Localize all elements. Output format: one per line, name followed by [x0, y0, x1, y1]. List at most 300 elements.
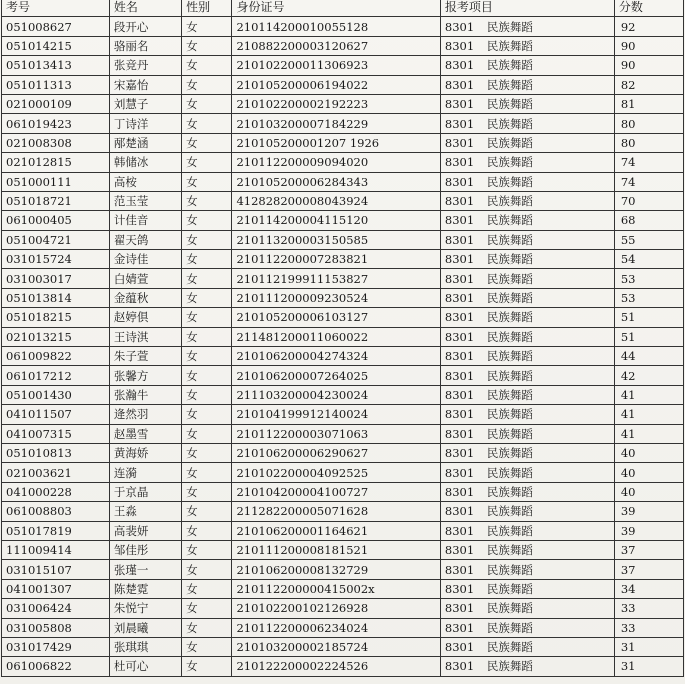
score-cell: 39 [614, 521, 683, 540]
exam-no-cell: 041001307 [2, 579, 110, 598]
name-cell: 韩储冰 [109, 153, 181, 172]
exam-no-cell: 061006822 [2, 657, 110, 676]
table-row [2, 133, 684, 152]
project-code: 8301 [444, 446, 475, 461]
table-row [2, 250, 684, 269]
table-row [2, 463, 684, 482]
table-row [2, 172, 684, 191]
project-name: 民族舞蹈 [486, 135, 533, 150]
project-name: 民族舞蹈 [486, 213, 533, 228]
name-cell: 金蕴秋 [109, 288, 181, 307]
table-row [2, 347, 684, 366]
table-row [2, 191, 684, 210]
project-name: 民族舞蹈 [486, 38, 533, 53]
id-card-cell: 210103200007184229 [232, 114, 440, 133]
header-project: 报考项目 [440, 0, 614, 17]
gender-cell: 女 [182, 114, 232, 133]
name-cell: 于京晶 [109, 482, 181, 501]
score-cell: 68 [614, 211, 683, 230]
table-row [2, 94, 684, 113]
score-cell: 39 [614, 502, 683, 521]
id-card-cell: 210105200001207 1926 [232, 133, 440, 152]
name-cell: 朱子萱 [109, 347, 181, 366]
project-name: 民族舞蹈 [486, 271, 533, 286]
gender-cell: 女 [182, 269, 232, 288]
id-card-cell: 210102200011306923 [232, 56, 440, 75]
id-card-cell: 210111200009230524 [232, 288, 440, 307]
header-exam-no: 考号 [2, 0, 110, 17]
name-cell: 刘慧子 [109, 94, 181, 113]
table-row [2, 637, 684, 656]
project-cell [440, 482, 614, 501]
name-cell: 张竞丹 [109, 56, 181, 75]
project-code: 8301 [444, 388, 475, 402]
exam-no-cell: 041007315 [2, 424, 110, 443]
project-name: 民族舞蹈 [486, 581, 533, 596]
name-cell: 陈楚霓 [109, 579, 181, 598]
id-card-cell: 210104200004100727 [232, 482, 440, 501]
project-code: 8301 [444, 640, 475, 655]
project-cell [440, 405, 614, 424]
gender-cell: 女 [182, 618, 232, 637]
id-card-cell: 210114200010055128 [232, 17, 440, 36]
project-cell [440, 211, 614, 230]
gender-cell: 女 [182, 366, 232, 385]
table-row [2, 443, 684, 462]
name-cell: 丁诗洋 [109, 114, 181, 133]
table-row [2, 502, 684, 521]
score-cell: 31 [614, 657, 683, 676]
project-code: 8301 [444, 19, 475, 34]
project-name: 民族舞蹈 [486, 465, 533, 480]
project-cell [440, 133, 614, 152]
project-name: 民族舞蹈 [486, 504, 533, 519]
gender-cell: 女 [182, 56, 232, 75]
project-name: 民族舞蹈 [486, 543, 533, 558]
id-card-cell: 210112200006234024 [232, 618, 440, 637]
project-name: 民族舞蹈 [486, 194, 533, 209]
name-cell: 赵婷倶 [109, 308, 181, 327]
name-cell: 朱悦宁 [109, 599, 181, 618]
project-code: 8301 [444, 155, 475, 170]
exam-no-cell: 041000228 [2, 482, 110, 501]
table-row [2, 153, 684, 172]
project-cell [440, 56, 614, 75]
name-cell: 连漪 [109, 463, 181, 482]
gender-cell: 女 [182, 657, 232, 676]
exam-no-cell: 061000405 [2, 211, 110, 230]
name-cell: 王诗淇 [109, 327, 181, 346]
exam-no-cell: 051010813 [2, 443, 110, 462]
score-cell: 54 [614, 250, 683, 269]
id-card-cell: 210105200006103127 [232, 308, 440, 327]
exam-no-cell: 031015724 [2, 250, 110, 269]
table-row [2, 405, 684, 424]
gender-cell: 女 [182, 250, 232, 269]
id-card-cell: 210106200008132729 [232, 560, 440, 579]
table-row [2, 114, 684, 133]
id-card-cell: 210111200008181521 [232, 540, 440, 559]
project-name: 民族舞蹈 [486, 562, 533, 577]
gender-cell: 女 [182, 94, 232, 113]
project-code: 8301 [444, 329, 475, 344]
gender-cell: 女 [182, 540, 232, 559]
id-card-cell: 210106200001164621 [232, 521, 440, 540]
name-cell: 邹佳彤 [109, 540, 181, 559]
project-cell [440, 385, 614, 404]
project-code: 8301 [444, 77, 475, 92]
exam-no-cell: 051008627 [2, 17, 110, 36]
project-cell [440, 579, 614, 598]
table-row [2, 211, 684, 230]
project-name: 民族舞蹈 [486, 232, 533, 247]
project-code: 8301 [444, 252, 475, 267]
score-cell: 74 [614, 172, 683, 191]
header-gender: 性别 [182, 0, 232, 17]
exam-no-cell: 021012815 [2, 153, 110, 172]
project-code: 8301 [444, 601, 475, 616]
project-code: 8301 [444, 523, 475, 538]
name-cell: 张瀚牛 [109, 385, 181, 404]
name-cell: 金诗佳 [109, 250, 181, 269]
table-row [2, 327, 684, 346]
project-code: 8301 [444, 504, 475, 519]
score-cell: 80 [614, 114, 683, 133]
project-cell [440, 75, 614, 94]
gender-cell: 女 [182, 502, 232, 521]
project-cell [440, 463, 614, 482]
gender-cell: 女 [182, 405, 232, 424]
exam-no-cell: 061017212 [2, 366, 110, 385]
project-name: 民族舞蹈 [486, 310, 533, 325]
project-cell [440, 540, 614, 559]
id-card-cell: 412828200008043924 [232, 191, 440, 210]
name-cell: 王淼 [109, 502, 181, 521]
table-row [2, 75, 684, 94]
project-cell [440, 114, 614, 133]
score-cell: 37 [614, 540, 683, 559]
project-cell [440, 36, 614, 55]
exam-no-cell: 031017429 [2, 637, 110, 656]
project-cell [440, 502, 614, 521]
gender-cell: 女 [182, 133, 232, 152]
gender-cell: 女 [182, 75, 232, 94]
exam-no-cell: 031006424 [2, 599, 110, 618]
gender-cell: 女 [182, 230, 232, 249]
project-name: 民族舞蹈 [486, 77, 533, 92]
project-name: 民族舞蹈 [486, 388, 533, 402]
name-cell: 张馨方 [109, 366, 181, 385]
project-code: 8301 [444, 484, 475, 499]
project-cell [440, 191, 614, 210]
gender-cell: 女 [182, 17, 232, 36]
score-cell: 53 [614, 269, 683, 288]
score-cell: 37 [614, 560, 683, 579]
score-cell: 53 [614, 288, 683, 307]
project-code: 8301 [444, 581, 475, 596]
project-code: 8301 [444, 38, 475, 53]
exam-no-cell: 051011313 [2, 75, 110, 94]
project-name: 民族舞蹈 [486, 601, 533, 616]
project-name: 民族舞蹈 [486, 620, 533, 635]
id-card-cell: 210102200002192223 [232, 94, 440, 113]
project-code: 8301 [444, 310, 475, 325]
name-cell: 白婧萱 [109, 269, 181, 288]
gender-cell: 女 [182, 599, 232, 618]
project-name: 民族舞蹈 [486, 329, 533, 344]
score-cell: 40 [614, 463, 683, 482]
project-code: 8301 [444, 232, 475, 247]
project-code: 8301 [444, 407, 475, 422]
project-name: 民族舞蹈 [486, 426, 533, 441]
project-name: 民族舞蹈 [486, 640, 533, 655]
exam-no-cell: 021003621 [2, 463, 110, 482]
project-cell [440, 94, 614, 113]
name-cell: 计佳音 [109, 211, 181, 230]
score-cell: 92 [614, 17, 683, 36]
header-score: 分数 [614, 0, 683, 17]
score-cell: 44 [614, 347, 683, 366]
score-cell: 40 [614, 443, 683, 462]
project-cell [440, 366, 614, 385]
id-card-cell: 211282200005071628 [232, 502, 440, 521]
score-cell: 33 [614, 618, 683, 637]
project-code: 8301 [444, 659, 475, 674]
name-cell: 张琪琪 [109, 637, 181, 656]
project-code: 8301 [444, 271, 475, 286]
score-cell: 82 [614, 75, 683, 94]
project-code: 8301 [444, 562, 475, 577]
name-cell: 逄然羽 [109, 405, 181, 424]
project-cell [440, 230, 614, 249]
score-cell: 41 [614, 424, 683, 443]
id-card-cell: 211481200011060022 [232, 327, 440, 346]
project-code: 8301 [444, 465, 475, 480]
table-row [2, 540, 684, 559]
exam-no-cell: 111009414 [2, 540, 110, 559]
project-cell [440, 521, 614, 540]
project-name: 民族舞蹈 [486, 252, 533, 267]
id-card-cell: 210105200006194022 [232, 75, 440, 94]
exam-no-cell: 021000109 [2, 94, 110, 113]
score-cell: 42 [614, 366, 683, 385]
gender-cell: 女 [182, 385, 232, 404]
table-row [2, 579, 684, 598]
project-code: 8301 [444, 116, 475, 131]
id-card-cell: 210114200004115120 [232, 211, 440, 230]
score-cell: 31 [614, 637, 683, 656]
table-row [2, 17, 684, 36]
score-cell: 51 [614, 327, 683, 346]
project-cell [440, 347, 614, 366]
id-card-cell: 210104199912140024 [232, 405, 440, 424]
project-name: 民族舞蹈 [486, 155, 533, 170]
gender-cell: 女 [182, 443, 232, 462]
project-cell [440, 424, 614, 443]
project-cell [440, 599, 614, 618]
project-code: 8301 [444, 194, 475, 209]
gender-cell: 女 [182, 153, 232, 172]
project-code: 8301 [444, 368, 475, 383]
name-cell: 高桉 [109, 172, 181, 191]
exam-no-cell: 051014215 [2, 36, 110, 55]
name-cell: 黄海娇 [109, 443, 181, 462]
project-code: 8301 [444, 174, 475, 189]
gender-cell: 女 [182, 191, 232, 210]
project-name: 民族舞蹈 [486, 291, 533, 306]
gender-cell: 女 [182, 424, 232, 443]
gender-cell: 女 [182, 560, 232, 579]
id-card-cell: 210105200006284343 [232, 172, 440, 191]
id-card-cell: 210112200000415002x [232, 579, 440, 598]
exam-no-cell: 051013413 [2, 56, 110, 75]
project-cell [440, 308, 614, 327]
gender-cell: 女 [182, 211, 232, 230]
id-card-cell: 210102200004092525 [232, 463, 440, 482]
project-name: 民族舞蹈 [486, 19, 533, 34]
exam-no-cell: 051018215 [2, 308, 110, 327]
id-card-cell: 211103200004230024 [232, 385, 440, 404]
name-cell: 刘晨曦 [109, 618, 181, 637]
project-name: 民族舞蹈 [486, 659, 533, 674]
project-name: 民族舞蹈 [486, 116, 533, 131]
id-card-cell: 210112200003071063 [232, 424, 440, 443]
name-cell: 翟天鸽 [109, 230, 181, 249]
project-name: 民族舞蹈 [486, 368, 533, 383]
table-row [2, 269, 684, 288]
table-row [2, 56, 684, 75]
name-cell: 骆丽名 [109, 36, 181, 55]
exam-no-cell: 051017819 [2, 521, 110, 540]
score-cell: 41 [614, 385, 683, 404]
id-card-cell: 210106200007264025 [232, 366, 440, 385]
gender-cell: 女 [182, 482, 232, 501]
id-card-cell: 210106200004274324 [232, 347, 440, 366]
score-cell: 80 [614, 133, 683, 152]
project-cell [440, 17, 614, 36]
project-cell [440, 250, 614, 269]
id-card-cell: 210106200006290627 [232, 443, 440, 462]
id-card-cell: 210882200003120627 [232, 36, 440, 55]
exam-no-cell: 021008308 [2, 133, 110, 152]
project-cell [440, 618, 614, 637]
gender-cell: 女 [182, 172, 232, 191]
score-cell: 70 [614, 191, 683, 210]
table-row [2, 308, 684, 327]
score-cell: 90 [614, 56, 683, 75]
gender-cell: 女 [182, 288, 232, 307]
name-cell: 张瑾一 [109, 560, 181, 579]
table-row [2, 521, 684, 540]
project-cell [440, 443, 614, 462]
exam-no-cell: 061009822 [2, 347, 110, 366]
exam-no-cell: 031005808 [2, 618, 110, 637]
project-cell [440, 153, 614, 172]
table-body [2, 17, 684, 676]
gender-cell: 女 [182, 463, 232, 482]
gender-cell: 女 [182, 308, 232, 327]
score-cell: 55 [614, 230, 683, 249]
gender-cell: 女 [182, 637, 232, 656]
project-cell [440, 560, 614, 579]
project-cell [440, 269, 614, 288]
name-cell: 赵墨雪 [109, 424, 181, 443]
id-card-cell: 210102200102126928 [232, 599, 440, 618]
exam-no-cell: 051001430 [2, 385, 110, 404]
project-name: 民族舞蹈 [486, 58, 533, 73]
project-cell [440, 288, 614, 307]
project-name: 民族舞蹈 [486, 349, 533, 364]
exam-no-cell: 041011507 [2, 405, 110, 424]
table-row [2, 366, 684, 385]
exam-no-cell: 021013215 [2, 327, 110, 346]
table-row [2, 560, 684, 579]
table-row [2, 599, 684, 618]
name-cell: 范玉莹 [109, 191, 181, 210]
score-cell: 74 [614, 153, 683, 172]
exam-no-cell: 051004721 [2, 230, 110, 249]
score-cell: 90 [614, 36, 683, 55]
project-name: 民族舞蹈 [486, 523, 533, 538]
name-cell: 宋嘉怡 [109, 75, 181, 94]
table-row [2, 288, 684, 307]
project-name: 民族舞蹈 [486, 446, 533, 461]
id-card-cell: 210112200007283821 [232, 250, 440, 269]
project-code: 8301 [444, 58, 475, 73]
table-row [2, 36, 684, 55]
name-cell: 高裴妍 [109, 521, 181, 540]
exam-no-cell: 051000111 [2, 172, 110, 191]
table-row [2, 618, 684, 637]
gender-cell: 女 [182, 521, 232, 540]
project-code: 8301 [444, 213, 475, 228]
id-card-cell: 210122200002224526 [232, 657, 440, 676]
exam-no-cell: 051018721 [2, 191, 110, 210]
project-code: 8301 [444, 543, 475, 558]
score-cell: 41 [614, 405, 683, 424]
project-code: 8301 [444, 97, 475, 112]
project-name: 民族舞蹈 [486, 407, 533, 422]
exam-no-cell: 061019423 [2, 114, 110, 133]
project-code: 8301 [444, 291, 475, 306]
gender-cell: 女 [182, 327, 232, 346]
score-cell: 34 [614, 579, 683, 598]
score-table [1, 0, 684, 677]
project-cell [440, 637, 614, 656]
project-name: 民族舞蹈 [486, 174, 533, 189]
project-code: 8301 [444, 426, 475, 441]
table-row [2, 385, 684, 404]
name-cell: 杜可心 [109, 657, 181, 676]
project-cell [440, 172, 614, 191]
project-name: 民族舞蹈 [486, 97, 533, 112]
table-row [2, 482, 684, 501]
project-code: 8301 [444, 620, 475, 635]
id-card-cell: 210103200002185724 [232, 637, 440, 656]
gender-cell: 女 [182, 347, 232, 366]
project-cell [440, 327, 614, 346]
exam-no-cell: 061008803 [2, 502, 110, 521]
gender-cell: 女 [182, 579, 232, 598]
id-card-cell: 210112200009094020 [232, 153, 440, 172]
table-row [2, 424, 684, 443]
header-row [2, 0, 684, 17]
gender-cell: 女 [182, 36, 232, 55]
id-card-cell: 210112199911153827 [232, 269, 440, 288]
score-cell: 51 [614, 308, 683, 327]
project-code: 8301 [444, 349, 475, 364]
project-name: 民族舞蹈 [486, 484, 533, 499]
